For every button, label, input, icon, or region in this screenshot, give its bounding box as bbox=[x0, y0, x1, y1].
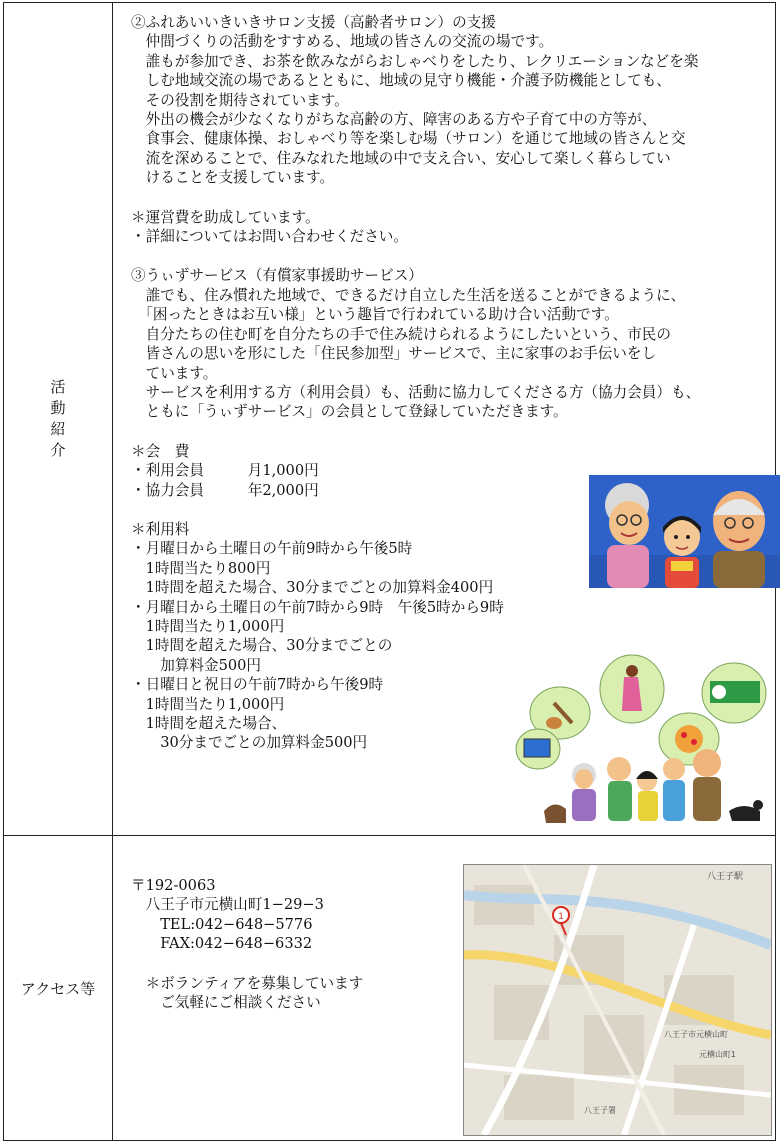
text-line: ＊運営費を助成しています。 bbox=[131, 208, 320, 226]
access-content-cell bbox=[113, 836, 776, 1141]
text-line: 誰でも、住み慣れた地域で、できるだけ自立した生活を送ることができるように、 bbox=[131, 286, 686, 304]
access-label-cell bbox=[4, 836, 113, 1141]
map-label: 八王子駅 bbox=[707, 871, 744, 881]
text-line: ＊利用料 bbox=[131, 520, 190, 538]
access-row bbox=[4, 836, 776, 1141]
text-line: その役割を期待されています。 bbox=[131, 91, 349, 109]
text-line: 1時間当たり1,000円 bbox=[131, 695, 285, 713]
text-line: ②ふれあいいきいきサロン支援（高齢者サロン）の支援 bbox=[131, 14, 496, 31]
text-line: ・日曜日と祝日の午前7時から午後9時 bbox=[131, 676, 384, 694]
volunteer-notice: ＊ボランティアを募集しています bbox=[131, 974, 364, 992]
activity-label: 活 動 紹 介 bbox=[50, 378, 66, 459]
text-line: ③うぃずサービス（有償家事援助サービス） bbox=[131, 267, 423, 285]
map-label: 八王子署 bbox=[584, 1106, 616, 1115]
community-activities-illustration bbox=[514, 651, 768, 831]
text-line: 自分たちの住む町を自分たちの手で住み続けられるようにしたいという、市民の bbox=[131, 325, 671, 343]
text-line: ・月曜日から土曜日の午前7時から9時 午後5時から9時 bbox=[131, 598, 504, 616]
activity-label-cell bbox=[4, 3, 113, 836]
text-line: 加算料金500円 bbox=[131, 656, 262, 674]
text-line: 1時間当たり800円 bbox=[131, 559, 271, 577]
text-line: 1時間を超えた場合、 bbox=[131, 715, 287, 732]
postal-code: 〒192-0063 bbox=[131, 877, 216, 894]
map-label: 元横山町1 bbox=[699, 1050, 736, 1059]
text-line: 皆さんの思いを形にした「住民参加型」サービスで、主に家事のお手伝いをし bbox=[131, 345, 657, 363]
activity-row bbox=[4, 3, 776, 836]
text-line: 流を深めることで、住みなれた地域の中で支え合い、安心して楽しく暮らしてい bbox=[131, 149, 671, 167]
phone-number: TEL:042−648−5776 bbox=[131, 915, 313, 933]
text-line: サービスを利用する方（利用会員）も、活動に協力してくださる方（協力会員）も、 bbox=[131, 383, 701, 401]
fax-number: FAX:042−648−6332 bbox=[131, 935, 313, 953]
text-line: けることを支援しています。 bbox=[131, 169, 335, 187]
text-line: 1時間当たり1,000円 bbox=[131, 617, 285, 635]
map-label: 八王子市元横山町 bbox=[664, 1030, 728, 1039]
text-line: 30分までごとの加算料金500円 bbox=[131, 734, 368, 752]
text-line: ・詳細についてはお問い合わせください。 bbox=[131, 228, 408, 246]
text-line: 「困ったときはお互い様」という趣旨で行われている助け合い活動です。 bbox=[131, 306, 619, 324]
svg-text:1: 1 bbox=[558, 911, 564, 921]
consultation-notice: ご気軽にご相談ください bbox=[131, 994, 321, 1012]
text-line: 外出の機会が少なくなりがちな高齢の方、障害のある方や子育て中の方等が、 bbox=[131, 111, 657, 129]
info-table bbox=[3, 2, 776, 1141]
text-line: ともに「うぃずサービス」の会員として登録していただきます。 bbox=[131, 403, 568, 421]
text-line: ています。 bbox=[131, 364, 218, 382]
text-line: しむ地域交流の場であるとともに、地域の見守り機能・介護予防機能としても、 bbox=[131, 72, 671, 90]
activity-content-cell bbox=[113, 3, 776, 836]
text-line: ・利用会員 月1,000円 bbox=[131, 462, 319, 480]
access-content bbox=[113, 836, 775, 1140]
text-line: ＊会 費 bbox=[131, 442, 190, 460]
text-line: ・月曜日から土曜日の午前9時から午後5時 bbox=[131, 540, 413, 558]
text-line: ・協力会員 年2,000円 bbox=[131, 481, 319, 499]
activity-content bbox=[113, 3, 775, 835]
access-label: アクセス等 bbox=[20, 979, 96, 998]
elderly-family-illustration bbox=[589, 475, 780, 588]
text-line: 1時間を超えた場合、30分までごとの bbox=[131, 637, 393, 655]
location-map bbox=[463, 864, 772, 1136]
address: 八王子市元横山町1−29−3 bbox=[131, 896, 324, 914]
text-line: 誰もが参加でき、お茶を飲みながらおしゃべりをしたり、レクリエーションなどを楽 bbox=[131, 52, 699, 70]
text-line: 仲間づくりの活動をすすめる、地域の皆さんの交流の場です。 bbox=[131, 33, 554, 51]
text-line: 食事会、健康体操、おしゃべり等を楽しむ場（サロン）を通じて地域の皆さんと交 bbox=[131, 130, 686, 148]
text-line: 1時間を超えた場合、30分までごとの加算料金400円 bbox=[131, 579, 494, 597]
